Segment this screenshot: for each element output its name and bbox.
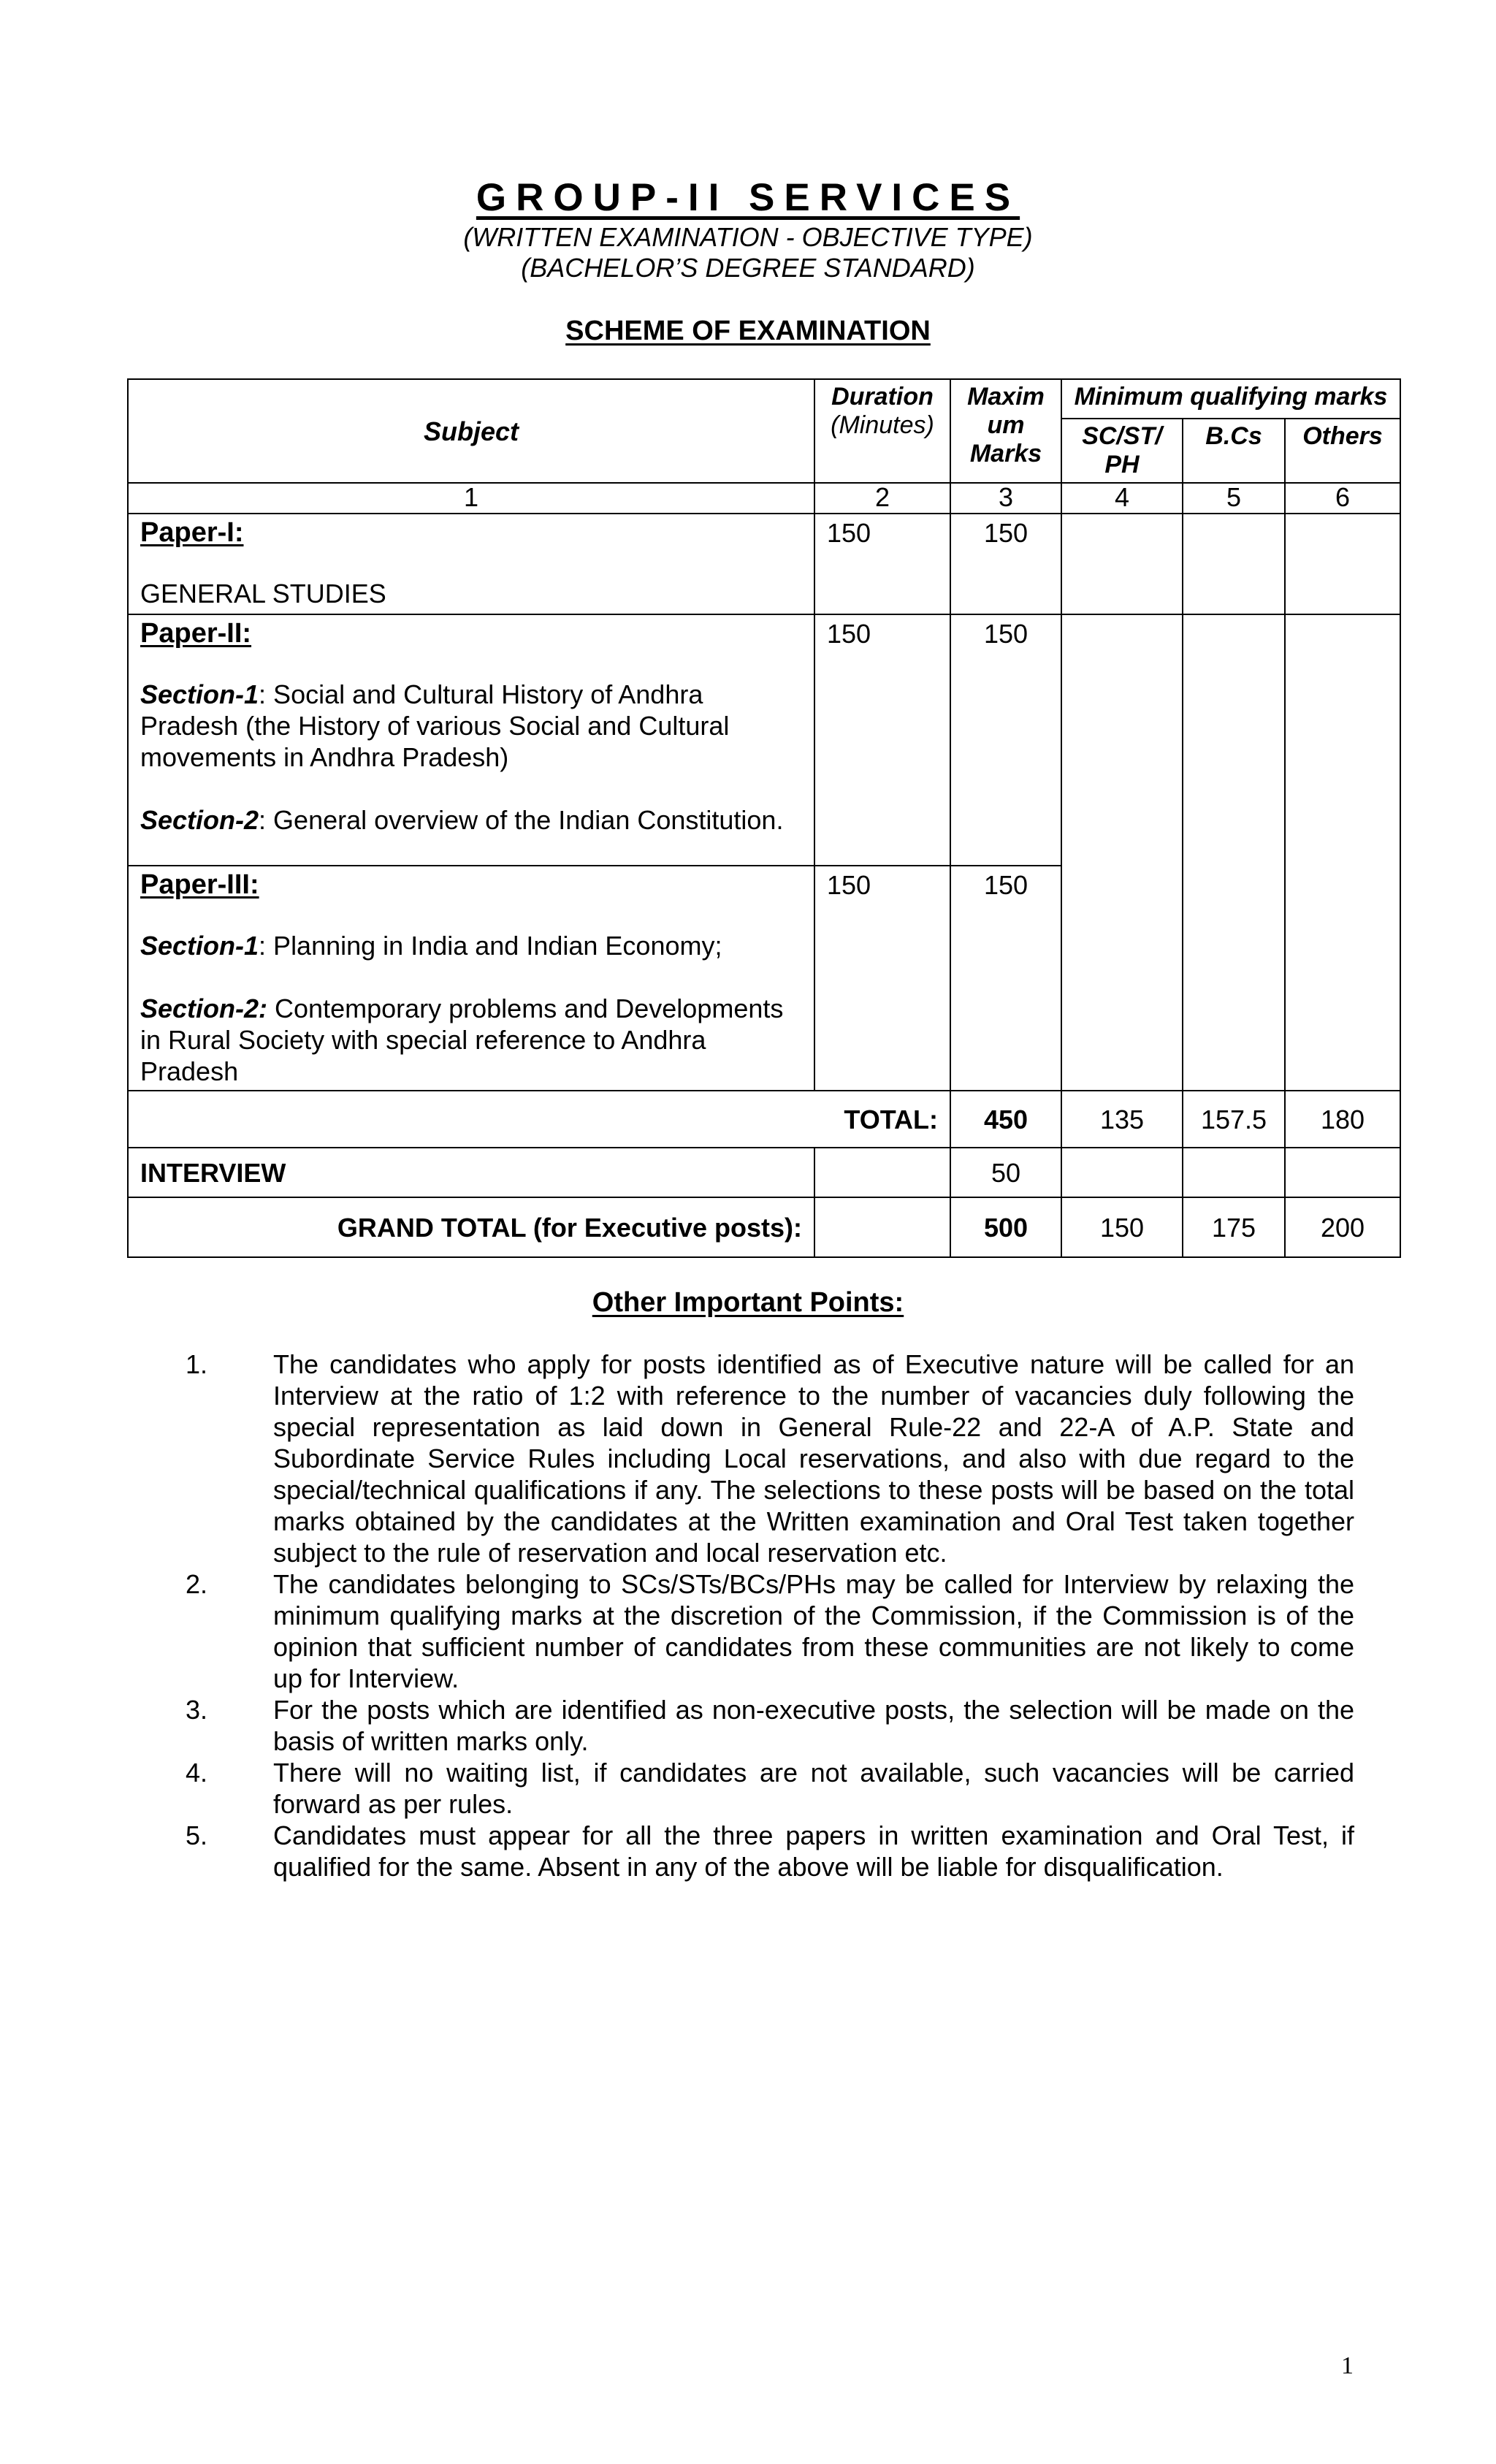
paper-1-min-others — [1285, 514, 1400, 614]
paper-2-subject — [128, 614, 814, 866]
list-item — [186, 1694, 1354, 1757]
paper-3-section-1-text: : Planning in India and Indian Economy; — [259, 931, 722, 961]
scheme-table — [127, 378, 1401, 1258]
list-item — [186, 1757, 1354, 1820]
grand-total-min-bc: 175 — [1183, 1197, 1285, 1257]
header-duration-label: Duration — [831, 383, 934, 411]
grand-total-min-sc: 150 — [1061, 1197, 1183, 1257]
header-duration-unit: (Minutes) — [831, 411, 934, 439]
header-sc-st-ph: SC/ST/ PH — [1061, 419, 1183, 483]
point-text: Candidates must appear for all the three papers in written examination and Oral Test, if qualified for the same. Absent in any of the above will be liable for disqualification. — [273, 1820, 1354, 1882]
paper-2-section-1 — [140, 679, 802, 773]
paper-2-section-2-text: : General overview of the Indian Constitution. — [259, 805, 784, 835]
paper-3-section-2-text: Contemporary problems and Developments in Rural Society with special reference to Andhra Pradesh — [140, 993, 784, 1086]
list-item — [186, 1820, 1354, 1883]
total-min-others: 180 — [1285, 1091, 1400, 1148]
grand-total-label: GRAND TOTAL (for Executive posts): — [128, 1197, 814, 1257]
point-text: For the posts which are identified as non-executive posts, the selection will be made on the basis of written marks only. — [273, 1695, 1354, 1756]
total-label: TOTAL: — [128, 1091, 950, 1148]
subtitle-exam-type: (WRITTEN EXAMINATION - OBJECTIVE TYPE) — [463, 222, 1033, 252]
interview-min-bc — [1183, 1148, 1285, 1197]
col-number-1: 1 — [128, 483, 814, 514]
paper-1-min-bc — [1183, 514, 1285, 614]
points-list — [186, 1349, 1354, 1883]
paper-1-subject — [128, 514, 814, 614]
scheme-title: SCHEME OF EXAMINATION — [565, 316, 931, 346]
header-subject: Subject — [128, 379, 814, 483]
col-number-5: 5 — [1183, 483, 1285, 514]
paper-2-name: Paper-II: — [140, 618, 252, 649]
paper-2-section-1-label: Section-1 — [140, 679, 259, 709]
paper-3-marks: 150 — [950, 866, 1061, 1091]
subtitle-standard: (BACHELOR’S DEGREE STANDARD) — [521, 253, 975, 283]
total-min-bc: 157.5 — [1183, 1091, 1285, 1148]
header-bcs: B.Cs — [1183, 419, 1285, 483]
interview-min-sc — [1061, 1148, 1183, 1197]
paper-2-3-min-sc — [1061, 614, 1183, 1091]
grand-total-min-others: 200 — [1285, 1197, 1400, 1257]
paper-2-3-min-bc — [1183, 614, 1285, 1091]
header-min-qualifying: Minimum qualifying marks — [1061, 379, 1400, 419]
list-item — [186, 1349, 1354, 1568]
paper-3-section-1-label: Section-1 — [140, 931, 259, 961]
paper-2-section-2 — [140, 804, 802, 836]
total-marks: 450 — [950, 1091, 1061, 1148]
list-item — [186, 1568, 1354, 1694]
paper-3-duration: 150 — [814, 866, 950, 1091]
paper-1-title: GENERAL STUDIES — [140, 579, 386, 609]
page-number: 1 — [1341, 2352, 1354, 2379]
point-number: 3. — [186, 1695, 208, 1725]
point-text: There will no waiting list, if candidates are not available, such vacancies will be carried forward as per rules. — [273, 1758, 1354, 1819]
paper-2-marks: 150 — [950, 614, 1061, 866]
header-others: Others — [1285, 419, 1400, 483]
paper-1-marks: 150 — [950, 514, 1061, 614]
paper-3-name: Paper-III: — [140, 869, 259, 900]
col-number-3: 3 — [950, 483, 1061, 514]
paper-3-subject — [128, 866, 814, 1091]
header-duration — [814, 379, 950, 483]
grand-total-duration — [814, 1197, 950, 1257]
header-max-marks: Maxim um Marks — [950, 379, 1061, 483]
paper-1-duration: 150 — [814, 514, 950, 614]
interview-label: INTERVIEW — [128, 1148, 814, 1197]
col-number-2: 2 — [814, 483, 950, 514]
point-text: The candidates who apply for posts identified as of Executive nature will be called for an Interview at the ratio of 1:2 with reference to the number of vacancies duly following the special representation as laid down in General Rule-22 and 22-A of A.P. State and Subordinate Service Rules including Local reservations, and also with due regard to the special/technical qualifications if any. The selections to these posts will be based on the total marks obtained by the candidates at the Written examination and Oral Test taken together subject to the rule of reservation and local reservation etc. — [273, 1349, 1354, 1568]
paper-3-section-2 — [140, 993, 802, 1087]
point-number: 1. — [186, 1349, 208, 1379]
page-title: GROUP-II SERVICES — [476, 176, 1020, 219]
points-title: Other Important Points: — [592, 1287, 904, 1318]
point-number: 5. — [186, 1820, 208, 1850]
point-number: 4. — [186, 1758, 208, 1788]
interview-marks: 50 — [950, 1148, 1061, 1197]
paper-2-section-2-label: Section-2 — [140, 805, 259, 835]
interview-duration — [814, 1148, 950, 1197]
point-text: The candidates belonging to SCs/STs/BCs/PHs may be called for Interview by relaxing the minimum qualifying marks at the discretion of the Commission, if the Commission is of the opinion that sufficient number of candidates from these communities are not likely to come up for Interview. — [273, 1569, 1354, 1693]
col-number-6: 6 — [1285, 483, 1400, 514]
paper-3-section-2-label: Section-2: — [140, 993, 268, 1023]
paper-3-section-1 — [140, 930, 802, 961]
paper-2-duration: 150 — [814, 614, 950, 866]
interview-min-others — [1285, 1148, 1400, 1197]
paper-2-3-min-others — [1285, 614, 1400, 1091]
point-number: 2. — [186, 1569, 208, 1599]
paper-1-name: Paper-I: — [140, 517, 244, 548]
paper-2-section-1-text: : Social and Cultural History of Andhra Pradesh (the History of various Social and Cultural movements in Andhra Pradesh) — [140, 679, 730, 772]
grand-total-marks: 500 — [950, 1197, 1061, 1257]
total-min-sc: 135 — [1061, 1091, 1183, 1148]
col-number-4: 4 — [1061, 483, 1183, 514]
paper-1-min-sc — [1061, 514, 1183, 614]
